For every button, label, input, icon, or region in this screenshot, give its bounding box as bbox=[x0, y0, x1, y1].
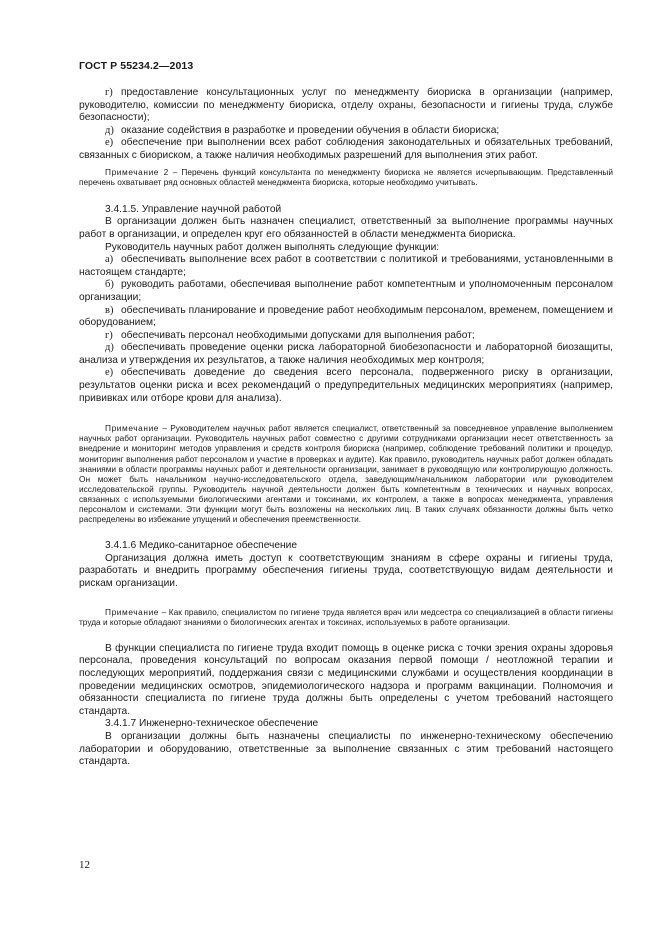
list-marker: г) bbox=[105, 329, 113, 341]
list-marker: а) bbox=[105, 254, 114, 266]
list-marker: г) bbox=[105, 87, 113, 98]
note-label: Примечание bbox=[105, 606, 160, 617]
list-item-text: руководить работами, обеспечивая выполнение работ компетентным и уполномоченным персоналом организации; bbox=[79, 279, 613, 303]
note-label: Примечание bbox=[105, 423, 160, 434]
list-item-text: обеспечивать выполнение всех работ в соответствии с политикой и требованиями, установленными в настоящем стандарте; bbox=[79, 254, 613, 278]
note-text: – Как правило, специалистом по гигиене труда является врач или медсестра со специализацией в области гигиены труда и которые обладают знаниями о биологических агентах и токсинах, используемых в работе организации. bbox=[79, 606, 613, 627]
list-marker: б) bbox=[105, 279, 114, 291]
paragraph: В организации должны быть назначены специалисты по инженерно-техническому обеспечению лаборатории и оборудованию, ответственные за выполнение связанных с этим требований настоящего стандарта. bbox=[79, 730, 613, 768]
note bbox=[79, 423, 613, 524]
list-marker: е) bbox=[105, 137, 114, 149]
list-item bbox=[79, 254, 613, 279]
list-item bbox=[79, 342, 613, 367]
note-label: Примечание 2 bbox=[105, 166, 169, 177]
note-text: – Руководителем научных работ является специалист, ответственный за повседневное управление выполнением научных работ организации. Руководитель научных работ совместно с другими сотрудниками организации несет ответственность за внедрение и мониторинг методов управления и средств контроля биориска (например, соблюдение требований политики и процедур, мониторинг выполнения работ персоналом и участие в проверках и аудите). Как правило, руководитель научных работ должен обладать знаниями в области программы научных работ и деятельности организации, занимает в руководящую или контролирующую должность. Он может быть начальником научно-исследовательского отдела, заведующим/начальником лаборатории или руководителем исследовательской группы. Руководитель научной деятельности должен быть компетентным в технических и научных вопросах, связанных с используемыми биологическими агентами и токсинами, их контролем, а также в вопросах менеджмента, управления персоналом и системами. Эти функции могут быть возложены на нескольких лиц. В таких случаях обязанности должны быть четко распределены во избежание упущений и обеспечения преемственности. bbox=[79, 423, 613, 525]
list-item-text: обеспечивать доведение до сведения всего персонала, подверженного риску в организации, результатов оценки риска и всех рекомендаций о предупредительных медицинских мероприятиях (например, прививках или отборе крови для анализа). bbox=[79, 367, 613, 404]
list-item-text: предоставление консультационных услуг по менеджменту биориска в организации (например, руководителю, комиссии по менеджменту биориска, отделу охраны, безопасности и гигиены труда, службе безопасности); bbox=[79, 87, 613, 124]
list-marker: д) bbox=[105, 342, 114, 354]
note bbox=[79, 607, 613, 627]
paragraph: В организации должен быть назначен специалист, ответственный за выполнение программы научных работ в организации, и определен круг его обязанностей в области менеджмента биориска. bbox=[79, 216, 613, 240]
section-heading: 3.4.1.7 Инженерно-техническое обеспечение bbox=[105, 718, 319, 730]
document-body bbox=[79, 87, 613, 769]
section-heading: 3.4.1.6 Медико-санитарное обеспечение bbox=[105, 540, 297, 552]
list-item-text: обеспечивать планирование и проведение работ необходимым персоналом, временем, помещением и оборудованием; bbox=[79, 304, 613, 329]
list-item bbox=[79, 137, 613, 162]
list-item bbox=[79, 367, 613, 405]
paragraph: Организация должна иметь доступ к соответствующим знаниям в сфере охраны и гигиены труда, разработать и внедрить программу обеспечения гигиены труда, соответствующую видам деятельности и рискам организации. bbox=[79, 552, 613, 589]
list-marker: в) bbox=[105, 304, 114, 316]
paragraph: В функции специалиста по гигиене труда входит помощь в оценке риска с точки зрения охраны здоровья персонала, проведения консультаций по вопросам оказания первой помощи / неотложной терапии и последующих мероприятий, поддержания связи с медицинскими службами и осуществления координации в проведении медицинских осмотров, эпидемиологического надзора и программ вакцинации. Полномочия и обязанности специалиста по гигиене труда должны быть определены с учетом требований настоящего стандарта. bbox=[79, 642, 613, 717]
list-item bbox=[79, 305, 613, 330]
list-item-text: обеспечивать персонал необходимыми допусками для выполнения работ; bbox=[121, 329, 475, 341]
list-item-text: оказание содействия в разработке и проведении обучения в области биориска; bbox=[121, 124, 500, 136]
paragraph: Руководитель научных работ должен выполнять следующие функции: bbox=[105, 241, 440, 253]
page-number: 12 bbox=[79, 859, 90, 871]
note-2 bbox=[79, 167, 613, 187]
list-item bbox=[79, 330, 613, 343]
list-item bbox=[79, 87, 613, 125]
list-item-text: обеспечивать проведение оценки риска лабораторной биобезопасности и лабораторной биозащиты, анализа и утверждения их результатов, а также наличия необходимых мер контроля; bbox=[79, 342, 613, 366]
list-item bbox=[79, 125, 613, 138]
list-marker: е) bbox=[105, 367, 114, 379]
section-heading: 3.4.1.5. Управление научной работой bbox=[105, 203, 282, 215]
document-header: ГОСТ Р 55234.2—2013 bbox=[79, 60, 194, 72]
list-item-text: обеспечение при выполнении всех работ соблюдения законодательных и обязательных требований, связанных с биориском, а также наличия необходимых разрешений для выполнения этих работ. bbox=[79, 137, 613, 161]
list-item bbox=[79, 279, 613, 304]
list-marker: д) bbox=[105, 124, 114, 136]
note-text: – Перечень функций консультанта по менеджменту биориска не является исчерпывающим. Представленный перечень охватывает ряд основных областей менеджмента биориска, которые необходимо учитывать. bbox=[79, 166, 613, 187]
